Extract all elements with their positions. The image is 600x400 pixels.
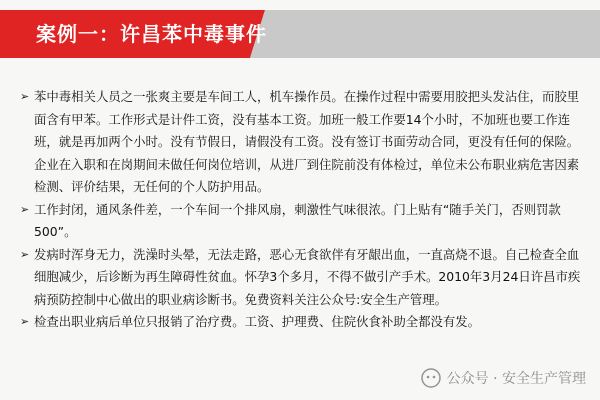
arrow-bullet-icon: ➢	[20, 202, 30, 216]
watermark-text: 公众号 · 安全生产管理	[446, 371, 586, 387]
arrow-bullet-icon: ➢	[20, 315, 30, 328]
bullet-list	[20, 86, 582, 334]
arrow-bullet-icon: ➢	[20, 90, 30, 103]
wechat-logo-icon	[421, 368, 441, 388]
list-item-text: 发病时浑身无力，洗澡时头晕，无法走路，恶心无食欲伴有牙龈出血，一直高烧不退。自己检查全血细胞减少，后诊断为再生障碍性贫血。怀孕3个多月，不得不做引产手术。2010年3月24日许昌市疾病预防控制中心做出的职业病诊断书。免费资料关注公众号:安全生产管理。	[34, 246, 581, 307]
list-item	[20, 311, 582, 334]
list-item-text: 苯中毒相关人员之一张爽主要是车间工人，机车操作员。在操作过程中需要用胶把头发沾住，而胶里面含有甲苯。工作形式是计件工资，没有基本工资。加班一般工作要14个小时，不加班也要工作连班，就是再加两个小时。没有节假日，请假没有工资。没有签订书面劳动合同，更没有任何的保险。企业在入职和在岗期间未做任何岗位培训，从进厂到住院前没有体检过，单位未公布职业病危害因素检测、评价结果，无任何的个人防护用品。	[34, 89, 580, 194]
list-item	[20, 199, 582, 244]
list-item-text: 工作封闭，通风条件差，一个车间一个排风扇，刺激性气味很浓。门上贴有“随手关门，否则罚款500”。	[34, 201, 561, 239]
list-item-text: 检查出职业病后单位只报销了治疗费。工资、护理费、住院伙食补助全都没有发。	[34, 314, 481, 329]
page-title: 案例一：许昌苯中毒事件	[36, 22, 267, 46]
list-item	[20, 244, 582, 312]
watermark	[421, 368, 586, 388]
arrow-bullet-icon: ➢	[20, 247, 30, 261]
list-item	[20, 86, 582, 199]
